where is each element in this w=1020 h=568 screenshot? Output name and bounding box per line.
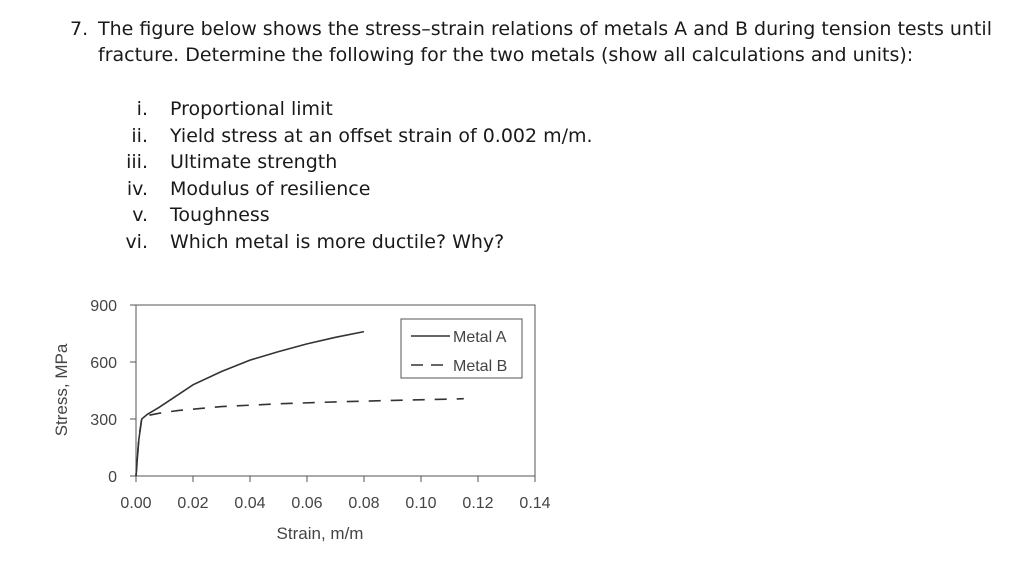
part-number: iii. bbox=[126, 151, 148, 174]
part-number: vi. bbox=[125, 230, 148, 253]
series-line-metal-a bbox=[136, 332, 364, 476]
y-tick-label: 900 bbox=[90, 298, 117, 315]
part-text: Modulus of resilience bbox=[170, 177, 371, 200]
question-text: The figure below shows the stress–strain relations of metals A and B during tension tests until fracture. Determine the following for the two metals (show all calculations and units): bbox=[98, 18, 992, 66]
x-tick-label: 0.00 bbox=[120, 495, 152, 512]
x-tick-label: 0.12 bbox=[462, 495, 494, 512]
part-text: Proportional limit bbox=[170, 98, 333, 120]
series-line-metal-b bbox=[136, 399, 464, 476]
x-tick-label: 0.10 bbox=[405, 495, 437, 512]
y-tick-label: 0 bbox=[108, 469, 117, 486]
x-axis-label: Strain, m/m bbox=[276, 524, 364, 543]
question-number: 7. bbox=[70, 18, 89, 40]
part-text: Which metal is more ductile? Why? bbox=[170, 230, 505, 253]
y-tick-label: 600 bbox=[90, 355, 117, 372]
y-axis-label: Stress, MPa bbox=[52, 343, 71, 437]
x-tick-label: 0.14 bbox=[519, 495, 551, 512]
legend-label: Metal A bbox=[453, 329, 507, 346]
part-number: ii. bbox=[131, 124, 148, 147]
part-number: v. bbox=[132, 204, 148, 227]
part-text: Yield stress at an offset strain of 0.002 m/m. bbox=[170, 124, 593, 147]
part-number: i. bbox=[136, 98, 148, 120]
legend-label: Metal B bbox=[453, 358, 508, 375]
x-tick-label: 0.02 bbox=[177, 495, 209, 512]
x-tick-label: 0.08 bbox=[348, 495, 380, 512]
y-tick-label: 300 bbox=[90, 412, 117, 429]
part-text: Ultimate strength bbox=[170, 151, 338, 174]
x-tick-label: 0.06 bbox=[291, 495, 323, 512]
x-tick-label: 0.04 bbox=[234, 495, 266, 512]
part-text: Toughness bbox=[170, 204, 270, 227]
part-number: iv. bbox=[126, 177, 148, 200]
